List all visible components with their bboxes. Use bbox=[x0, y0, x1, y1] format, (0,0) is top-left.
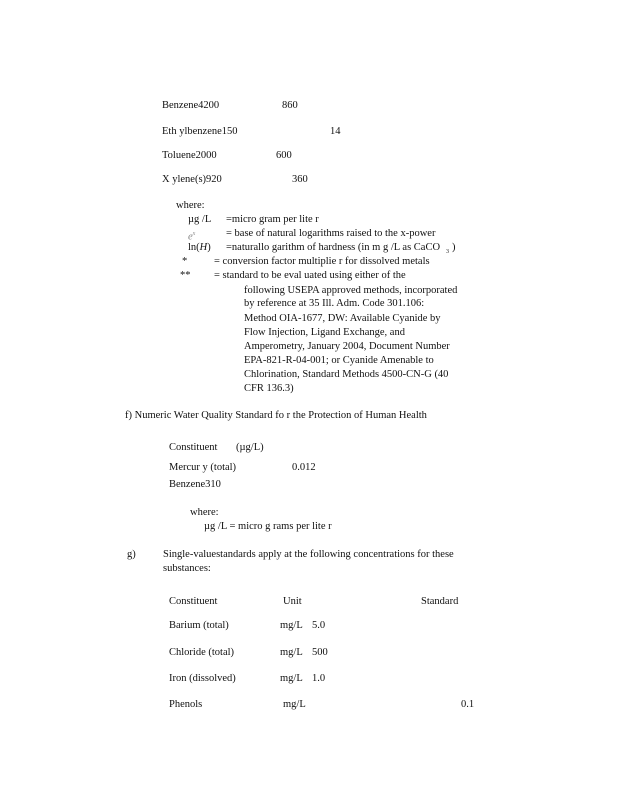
table-row-name: X ylene(s)920 bbox=[162, 174, 222, 185]
definition-continuation: Chlorination, Standard Methods 4500-CN-G (40 bbox=[244, 369, 449, 380]
section-text: substances: bbox=[163, 563, 211, 574]
definition-term: µg /L bbox=[188, 214, 212, 225]
e-symbol: e bbox=[188, 231, 193, 243]
definition-continuation: by reference at 35 Ill. Adm. Code 301.106: bbox=[244, 298, 425, 309]
table-row-name: Chloride (total) bbox=[169, 647, 235, 658]
e-superscript: x bbox=[192, 231, 196, 237]
section-heading: f) Numeric Water Quality Standard fo r the Protection of Human Health bbox=[125, 410, 427, 421]
where-label: where: bbox=[190, 507, 219, 518]
table-row-value: 5.0 bbox=[312, 620, 326, 631]
definition-continuation: Method OIA-1677, DW: Available Cyanide by bbox=[244, 313, 441, 324]
table-row-value: 860 bbox=[282, 100, 298, 111]
column-header: (µg/L) bbox=[236, 442, 264, 453]
ln-close: ) bbox=[207, 242, 211, 253]
table-row-name: Benzene4200 bbox=[162, 100, 220, 111]
definition-continuation: Flow Injection, Ligand Exchange, and bbox=[244, 327, 405, 338]
definition-continuation: EPA-821-R-04-001; or Cyanide Amenable to bbox=[244, 355, 434, 366]
table-row-name: Barium (total) bbox=[169, 620, 229, 631]
table-row-value: 600 bbox=[276, 150, 292, 161]
table-row-name: Iron (dissolved) bbox=[169, 673, 236, 684]
ln-prefix: ln( bbox=[188, 242, 200, 253]
section-text: Single-valuestandards apply at the following concentrations for these bbox=[163, 549, 454, 560]
table-row-name: Mercur y (total) bbox=[169, 462, 237, 473]
table-row-unit: mg/L bbox=[280, 673, 303, 684]
definition-term: ** bbox=[180, 270, 191, 281]
column-header: Constituent bbox=[169, 442, 218, 453]
definition-continuation: Amperometry, January 2004, Document Number bbox=[244, 341, 450, 352]
ln-end: ) bbox=[452, 242, 456, 253]
section-label: g) bbox=[127, 549, 136, 560]
column-header: Constituent bbox=[169, 596, 218, 607]
table-row-value: 0.012 bbox=[292, 462, 316, 473]
table-row-unit: mg/L bbox=[280, 620, 303, 631]
definition-text: = conversion factor multiplie r for dissolved metals bbox=[214, 256, 430, 267]
definition-term: * bbox=[182, 256, 188, 267]
column-header: Standard bbox=[421, 596, 459, 607]
table-row-value: 360 bbox=[292, 174, 308, 185]
column-header: Unit bbox=[283, 596, 302, 607]
definition-term bbox=[188, 242, 211, 254]
table-row-value: 500 bbox=[312, 647, 328, 658]
table-row-value: 1.0 bbox=[312, 673, 326, 684]
ln-variable: H bbox=[199, 242, 208, 253]
definition-continuation: CFR 136.3) bbox=[244, 383, 294, 394]
where-label: where: bbox=[176, 200, 205, 211]
table-row-value: 0.1 bbox=[461, 699, 475, 710]
table-row-name: Eth ylbenzene150 bbox=[162, 126, 238, 137]
table-row-unit: mg/L bbox=[280, 647, 303, 658]
definition-text: = base of natural logarithms raised to the x-power bbox=[226, 228, 436, 239]
definition-text: µg /L = micro g rams per lite r bbox=[204, 521, 332, 532]
table-row-name: Phenols bbox=[169, 699, 203, 710]
table-row-unit: mg/L bbox=[283, 699, 306, 710]
table-row-value: 14 bbox=[330, 126, 341, 137]
table-row-name: Toluene2000 bbox=[162, 150, 217, 161]
ln-definition: =naturallo garithm of hardness (in m g /L as CaCO bbox=[226, 242, 441, 253]
ln-subscript: 3 bbox=[446, 249, 450, 256]
definition-text: =micro gram per lite r bbox=[226, 214, 319, 225]
table-row-name: Benzene310 bbox=[169, 479, 221, 490]
definition-text: = standard to be eval uated using either of the bbox=[214, 270, 406, 281]
definition-continuation: following USEPA approved methods, incorporated bbox=[244, 285, 458, 296]
